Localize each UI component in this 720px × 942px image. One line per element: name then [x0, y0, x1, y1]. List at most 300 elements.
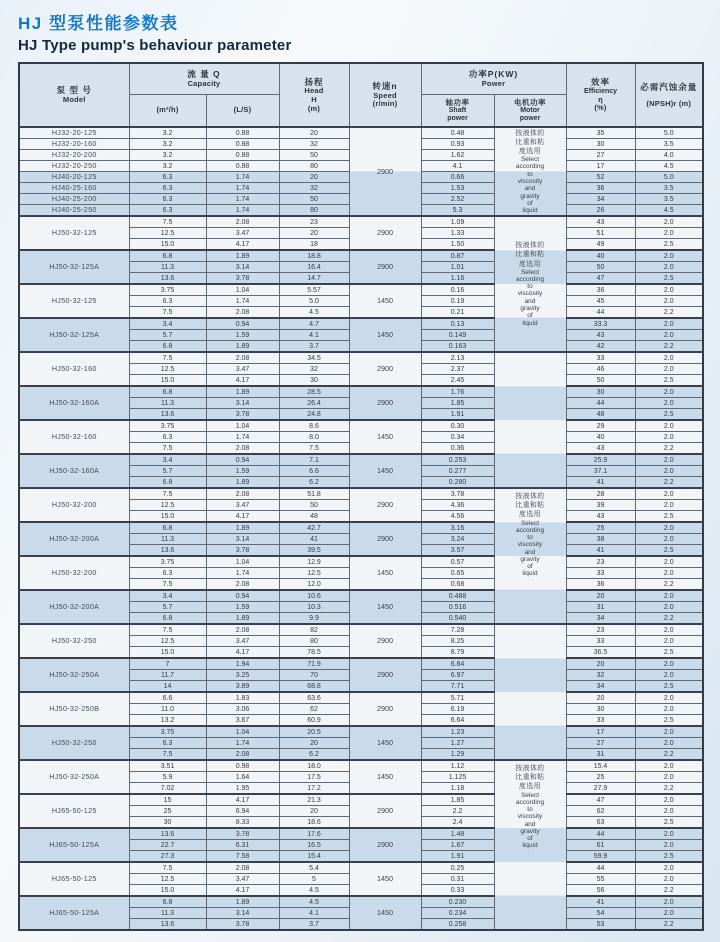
shaft-power-cell: 1.85 [421, 794, 494, 806]
capacity-ls-cell: 3.78 [206, 919, 279, 931]
model-cell: HJ40-20-125 [19, 172, 129, 183]
col-header-motor-en2: power [519, 115, 541, 122]
npsh-cell: 2.2 [635, 885, 703, 897]
capacity-m3h-cell: 13.6 [129, 919, 206, 931]
col-header-efficiency-unit: (%) [594, 103, 607, 113]
npsh-cell: 2.0 [635, 874, 703, 885]
col-header-motor-zh: 电机功率 [514, 98, 546, 108]
capacity-ls-cell: 2.08 [206, 307, 279, 319]
shaft-power-cell: 1.53 [421, 183, 494, 194]
shaft-power-cell: 1.01 [421, 262, 494, 273]
col-header-shaft-en1: Shaft [448, 107, 467, 115]
model-cell: HJ32-20-250 [19, 161, 129, 172]
efficiency-cell: 20 [566, 590, 635, 602]
capacity-m3h-cell: 7.5 [129, 216, 206, 228]
head-cell: 82 [279, 624, 349, 636]
capacity-m3h-cell: 5.7 [129, 466, 206, 477]
col-header-head-zh: 扬程 [304, 76, 324, 87]
head-cell: 24.8 [279, 409, 349, 421]
npsh-cell: 2.2 [635, 477, 703, 489]
shaft-power-cell: 0.34 [421, 432, 494, 443]
capacity-ls-cell: 1.94 [206, 658, 279, 670]
shaft-power-cell: 0.516 [421, 602, 494, 613]
page-title-en: HJ Type pump's behaviour parameter [18, 37, 292, 54]
col-header-head-unit: (m) [307, 103, 321, 113]
head-cell: 12.0 [279, 579, 349, 591]
col-header-head-sym: H [311, 95, 317, 104]
model-cell: HJ50-32-200 [19, 556, 129, 590]
capacity-m3h-cell: 6.6 [129, 692, 206, 704]
motor-power-cell [494, 624, 566, 760]
npsh-cell: 2.0 [635, 216, 703, 228]
capacity-ls-cell: 6.94 [206, 806, 279, 817]
note-line-en: of [527, 835, 533, 843]
shaft-power-cell: 2.4 [421, 817, 494, 829]
efficiency-cell: 25 [566, 772, 635, 783]
head-cell: 23 [279, 216, 349, 228]
motor-power-note [495, 129, 566, 215]
efficiency-cell: 36 [566, 183, 635, 194]
shaft-power-cell: 0.258 [421, 919, 494, 931]
efficiency-cell: 50 [566, 262, 635, 273]
col-header-model-zh: 泵 型 号 [56, 85, 92, 96]
motor-power-note [495, 761, 566, 850]
head-cell: 10.3 [279, 602, 349, 613]
efficiency-cell: 40 [566, 432, 635, 443]
efficiency-cell: 41 [566, 545, 635, 557]
capacity-m3h-cell: 7.5 [129, 862, 206, 874]
model-cell: HJ50-32-250A [19, 760, 129, 794]
motor-power-note [495, 241, 566, 327]
shaft-power-cell: 1.91 [421, 851, 494, 863]
capacity-ls-cell: 8.33 [206, 817, 279, 829]
npsh-cell: 2.0 [635, 556, 703, 568]
speed-cell: 1450 [349, 760, 421, 794]
motor-power-cell [494, 488, 566, 624]
capacity-m3h-cell: 5.7 [129, 602, 206, 613]
head-cell: 6.2 [279, 477, 349, 489]
capacity-ls-cell: 0.94 [206, 590, 279, 602]
capacity-m3h-cell: 7.5 [129, 624, 206, 636]
efficiency-cell: 25.9 [566, 454, 635, 466]
capacity-m3h-cell: 6.3 [129, 205, 206, 217]
capacity-m3h-cell: 3.75 [129, 556, 206, 568]
npsh-cell: 2.0 [635, 352, 703, 364]
col-header-ls [206, 95, 279, 128]
table-body [19, 127, 703, 930]
col-header-motor-power [494, 95, 566, 128]
note-line-en: gravity [520, 827, 540, 835]
head-cell: 4.1 [279, 330, 349, 341]
note-line-en: Select [520, 156, 540, 164]
shaft-power-cell: 4.56 [421, 511, 494, 523]
note-line-en: according [515, 798, 545, 806]
table-row [19, 522, 703, 534]
efficiency-cell: 43 [566, 330, 635, 341]
speed-cell: 2900 [349, 828, 421, 862]
table-row [19, 590, 703, 602]
model-cell: HJ50-32-125 [19, 284, 129, 318]
shaft-power-cell: 1.85 [421, 398, 494, 409]
efficiency-cell: 34 [566, 194, 635, 205]
npsh-cell: 2.2 [635, 749, 703, 761]
head-cell: 80 [279, 205, 349, 217]
col-header-ls-unit: (L/S) [233, 105, 252, 115]
capacity-m3h-cell: 6.3 [129, 296, 206, 307]
efficiency-cell: 47 [566, 273, 635, 285]
capacity-m3h-cell: 6.8 [129, 613, 206, 625]
table-row [19, 726, 703, 738]
head-cell: 39.5 [279, 545, 349, 557]
capacity-ls-cell: 2.08 [206, 624, 279, 636]
efficiency-cell: 17 [566, 726, 635, 738]
capacity-ls-cell: 0.88 [206, 139, 279, 150]
head-cell: 15.4 [279, 851, 349, 863]
head-cell: 10.6 [279, 590, 349, 602]
col-header-npsh-zh: 必需汽蚀余量 [640, 81, 698, 92]
capacity-m3h-cell: 30 [129, 817, 206, 829]
head-cell: 78.5 [279, 647, 349, 659]
capacity-m3h-cell: 15.0 [129, 239, 206, 251]
note-line-en: and [524, 185, 536, 193]
capacity-m3h-cell: 3.2 [129, 139, 206, 150]
capacity-ls-cell: 3.06 [206, 704, 279, 715]
head-cell: 18 [279, 239, 349, 251]
speed-cell: 2900 [349, 127, 421, 216]
note-line-en: gravity [520, 305, 540, 313]
note-line-en: according [515, 526, 545, 534]
capacity-ls-cell: 3.47 [206, 874, 279, 885]
shaft-power-cell: 1.50 [421, 239, 494, 251]
note-line-zh: 度选用 [519, 783, 541, 791]
capacity-ls-cell: 2.08 [206, 443, 279, 455]
capacity-ls-cell: 3.25 [206, 670, 279, 681]
col-header-speed-zh: 转速n [372, 81, 398, 92]
capacity-ls-cell: 1.89 [206, 477, 279, 489]
capacity-ls-cell: 1.74 [206, 183, 279, 194]
capacity-ls-cell: 2.08 [206, 352, 279, 364]
npsh-cell: 2.2 [635, 613, 703, 625]
capacity-m3h-cell: 6.8 [129, 477, 206, 489]
capacity-ls-cell: 0.88 [206, 127, 279, 139]
capacity-ls-cell: 1.04 [206, 420, 279, 432]
note-line-en: liquid [522, 319, 538, 327]
npsh-cell: 2.0 [635, 636, 703, 647]
col-header-motor-en1: Motor [520, 107, 540, 115]
head-cell: 4.1 [279, 908, 349, 919]
capacity-ls-cell: 7.58 [206, 851, 279, 863]
efficiency-cell: 30 [566, 704, 635, 715]
shaft-power-cell: 0.66 [421, 172, 494, 183]
efficiency-cell: 55 [566, 874, 635, 885]
head-cell: 20 [279, 172, 349, 183]
npsh-cell: 2.5 [635, 647, 703, 659]
capacity-ls-cell: 1.04 [206, 556, 279, 568]
capacity-m3h-cell: 7 [129, 658, 206, 670]
model-cell: HJ40-25-200 [19, 194, 129, 205]
model-cell: HJ32-20-160 [19, 139, 129, 150]
capacity-m3h-cell: 3.51 [129, 760, 206, 772]
capacity-m3h-cell: 7.5 [129, 749, 206, 761]
shaft-power-cell: 0.65 [421, 568, 494, 579]
capacity-m3h-cell: 14 [129, 681, 206, 693]
model-cell: HJ50-32-250B [19, 692, 129, 726]
col-header-shaft-power [421, 95, 494, 128]
capacity-m3h-cell: 6.3 [129, 183, 206, 194]
efficiency-cell: 39 [566, 500, 635, 511]
efficiency-cell: 63 [566, 817, 635, 829]
page-title-zh: HJ 型泵性能参数表 [18, 14, 179, 33]
npsh-cell: 2.0 [635, 454, 703, 466]
head-cell: 4.5 [279, 885, 349, 897]
shaft-power-cell: 1.91 [421, 409, 494, 421]
capacity-m3h-cell: 11.3 [129, 534, 206, 545]
head-cell: 41 [279, 534, 349, 545]
capacity-ls-cell: 3.47 [206, 636, 279, 647]
efficiency-cell: 44 [566, 398, 635, 409]
shaft-power-cell: 1.16 [421, 273, 494, 285]
npsh-cell: 2.0 [635, 772, 703, 783]
capacity-m3h-cell: 6.3 [129, 432, 206, 443]
head-cell: 14.7 [279, 273, 349, 285]
capacity-ls-cell: 1.74 [206, 172, 279, 183]
efficiency-cell: 43 [566, 511, 635, 523]
speed-cell: 1450 [349, 284, 421, 318]
efficiency-cell: 27 [566, 150, 635, 161]
shaft-power-cell: 0.33 [421, 885, 494, 897]
note-line-en: to [527, 534, 533, 542]
capacity-ls-cell: 1.74 [206, 738, 279, 749]
capacity-ls-cell: 0.88 [206, 161, 279, 172]
model-cell: HJ65-50-125 [19, 794, 129, 828]
speed-cell: 2900 [349, 216, 421, 250]
capacity-m3h-cell: 27.3 [129, 851, 206, 863]
npsh-cell: 2.0 [635, 364, 703, 375]
table-row [19, 760, 703, 772]
npsh-cell: 2.0 [635, 330, 703, 341]
npsh-cell: 3.5 [635, 183, 703, 194]
efficiency-cell: 38 [566, 534, 635, 545]
head-cell: 5.57 [279, 284, 349, 296]
table-row [19, 216, 703, 228]
note-line-zh: 按液体的 [515, 129, 545, 137]
npsh-cell: 2.0 [635, 692, 703, 704]
model-cell: HJ50-32-200A [19, 522, 129, 556]
head-cell: 80 [279, 636, 349, 647]
speed-cell: 1450 [349, 556, 421, 590]
capacity-m3h-cell: 5.9 [129, 772, 206, 783]
head-cell: 8.6 [279, 420, 349, 432]
head-cell: 20 [279, 228, 349, 239]
capacity-m3h-cell: 25 [129, 806, 206, 817]
head-cell: 8.0 [279, 432, 349, 443]
note-line-zh: 按液体的 [515, 493, 545, 500]
capacity-m3h-cell: 3.2 [129, 150, 206, 161]
capacity-m3h-cell: 3.75 [129, 284, 206, 296]
head-cell: 20 [279, 127, 349, 139]
capacity-ls-cell: 3.47 [206, 500, 279, 511]
efficiency-cell: 62 [566, 806, 635, 817]
speed-cell: 1450 [349, 590, 421, 624]
capacity-m3h-cell: 12.5 [129, 228, 206, 239]
capacity-m3h-cell: 3.4 [129, 318, 206, 330]
head-cell: 51.8 [279, 488, 349, 500]
head-cell: 12.9 [279, 556, 349, 568]
npsh-cell: 3.5 [635, 194, 703, 205]
shaft-power-cell: 0.68 [421, 579, 494, 591]
efficiency-cell: 52 [566, 172, 635, 183]
table-row [19, 556, 703, 568]
efficiency-cell: 27.9 [566, 783, 635, 795]
capacity-m3h-cell: 6.3 [129, 172, 206, 183]
capacity-ls-cell: 1.95 [206, 783, 279, 795]
capacity-ls-cell: 3.78 [206, 409, 279, 421]
shaft-power-cell: 0.93 [421, 139, 494, 150]
speed-cell: 2900 [349, 250, 421, 284]
head-cell: 5 [279, 874, 349, 885]
col-header-shaft-zh: 轴功率 [445, 98, 470, 108]
model-cell: HJ65-50-125A [19, 828, 129, 862]
col-header-capacity-en: Capacity [187, 79, 221, 88]
note-line-zh: 度选用 [519, 511, 541, 519]
efficiency-cell: 36.5 [566, 647, 635, 659]
col-header-head-en: Head [304, 86, 324, 96]
shaft-power-cell: 1.67 [421, 840, 494, 851]
note-line-en: liquid [522, 570, 538, 578]
note-line-en: to [527, 170, 533, 178]
efficiency-cell: 20 [566, 692, 635, 704]
note-line-en: of [527, 312, 533, 320]
head-cell: 9.9 [279, 613, 349, 625]
shaft-power-cell: 0.234 [421, 908, 494, 919]
npsh-cell: 5.0 [635, 127, 703, 139]
capacity-ls-cell: 3.78 [206, 828, 279, 840]
shaft-power-cell: 3.24 [421, 534, 494, 545]
head-cell: 17.5 [279, 772, 349, 783]
npsh-cell: 2.5 [635, 375, 703, 387]
head-cell: 26.4 [279, 398, 349, 409]
efficiency-cell: 43 [566, 216, 635, 228]
capacity-m3h-cell: 12.5 [129, 636, 206, 647]
efficiency-cell: 23 [566, 556, 635, 568]
model-cell: HJ50-32-200 [19, 488, 129, 522]
speed-cell: 2900 [349, 692, 421, 726]
note-line-en: of [527, 563, 533, 571]
capacity-ls-cell: 1.74 [206, 205, 279, 217]
model-cell: HJ40-25-160 [19, 183, 129, 194]
capacity-ls-cell: 0.94 [206, 454, 279, 466]
efficiency-cell: 20 [566, 658, 635, 670]
efficiency-cell: 53 [566, 919, 635, 931]
npsh-cell: 2.5 [635, 715, 703, 727]
shaft-power-cell: 0.540 [421, 613, 494, 625]
capacity-ls-cell: 1.59 [206, 330, 279, 341]
capacity-m3h-cell: 3.75 [129, 420, 206, 432]
note-line-en: liquid [522, 207, 538, 215]
npsh-cell: 2.0 [635, 704, 703, 715]
capacity-ls-cell: 1.04 [206, 284, 279, 296]
head-cell: 63.6 [279, 692, 349, 704]
npsh-cell: 2.0 [635, 296, 703, 307]
capacity-m3h-cell: 7.5 [129, 579, 206, 591]
note-line-en: liquid [522, 842, 538, 850]
npsh-cell: 5.0 [635, 172, 703, 183]
efficiency-cell: 33 [566, 636, 635, 647]
table-row [19, 896, 703, 908]
shaft-power-cell: 2.45 [421, 375, 494, 387]
efficiency-cell: 33.3 [566, 318, 635, 330]
efficiency-cell: 42 [566, 341, 635, 353]
note-line-en: viscosity [517, 177, 543, 185]
col-header-npsh-en: (NPSH)r (m) [646, 98, 692, 108]
table-row [19, 420, 703, 432]
capacity-m3h-cell: 13.6 [129, 828, 206, 840]
efficiency-cell: 47 [566, 794, 635, 806]
capacity-ls-cell: 1.74 [206, 296, 279, 307]
note-line-zh: 按液体的 [515, 765, 545, 772]
efficiency-cell: 45 [566, 296, 635, 307]
table-row [19, 352, 703, 364]
efficiency-cell: 33 [566, 352, 635, 364]
note-line-en: to [527, 806, 533, 814]
motor-power-cell [494, 352, 566, 488]
note-line-en: gravity [520, 192, 540, 200]
model-cell: HJ50-32-250 [19, 624, 129, 658]
shaft-power-cell: 0.149 [421, 330, 494, 341]
head-cell: 17.6 [279, 828, 349, 840]
capacity-m3h-cell: 7.5 [129, 488, 206, 500]
efficiency-cell: 36 [566, 284, 635, 296]
head-cell: 50 [279, 194, 349, 205]
head-cell: 5.0 [279, 296, 349, 307]
note-line-zh: 比重和粘 [515, 251, 545, 259]
capacity-ls-cell: 0.88 [206, 150, 279, 161]
capacity-ls-cell: 3.47 [206, 228, 279, 239]
note-line-en: viscosity [517, 290, 543, 298]
col-header-efficiency-en: Efficiency [583, 87, 618, 95]
col-header-efficiency-zh: 效率 [590, 77, 610, 88]
npsh-cell: 2.0 [635, 862, 703, 874]
shaft-power-cell: 1.09 [421, 216, 494, 228]
shaft-power-cell: 6.97 [421, 670, 494, 681]
head-cell: 20 [279, 806, 349, 817]
shaft-power-cell: 7.71 [421, 681, 494, 693]
shaft-power-cell: 0.30 [421, 420, 494, 432]
motor-power-cell [494, 127, 566, 216]
efficiency-cell: 56 [566, 885, 635, 897]
npsh-cell: 2.0 [635, 386, 703, 398]
capacity-m3h-cell: 11.7 [129, 670, 206, 681]
head-cell: 48 [279, 511, 349, 523]
shaft-power-cell: 1.27 [421, 738, 494, 749]
capacity-ls-cell: 2.08 [206, 579, 279, 591]
npsh-cell: 2.0 [635, 806, 703, 817]
capacity-m3h-cell: 6.8 [129, 341, 206, 353]
efficiency-cell: 33 [566, 715, 635, 727]
capacity-m3h-cell: 15.0 [129, 647, 206, 659]
shaft-power-cell: 0.25 [421, 862, 494, 874]
head-cell: 7.1 [279, 454, 349, 466]
note-line-zh: 比重和粘 [515, 502, 545, 510]
shaft-power-cell: 5.71 [421, 692, 494, 704]
head-cell: 32 [279, 364, 349, 375]
npsh-cell: 2.0 [635, 500, 703, 511]
capacity-ls-cell: 2.08 [206, 862, 279, 874]
capacity-ls-cell: 3.89 [206, 681, 279, 693]
col-header-power-en: Power [481, 79, 506, 88]
head-cell: 32 [279, 183, 349, 194]
head-cell: 62 [279, 704, 349, 715]
